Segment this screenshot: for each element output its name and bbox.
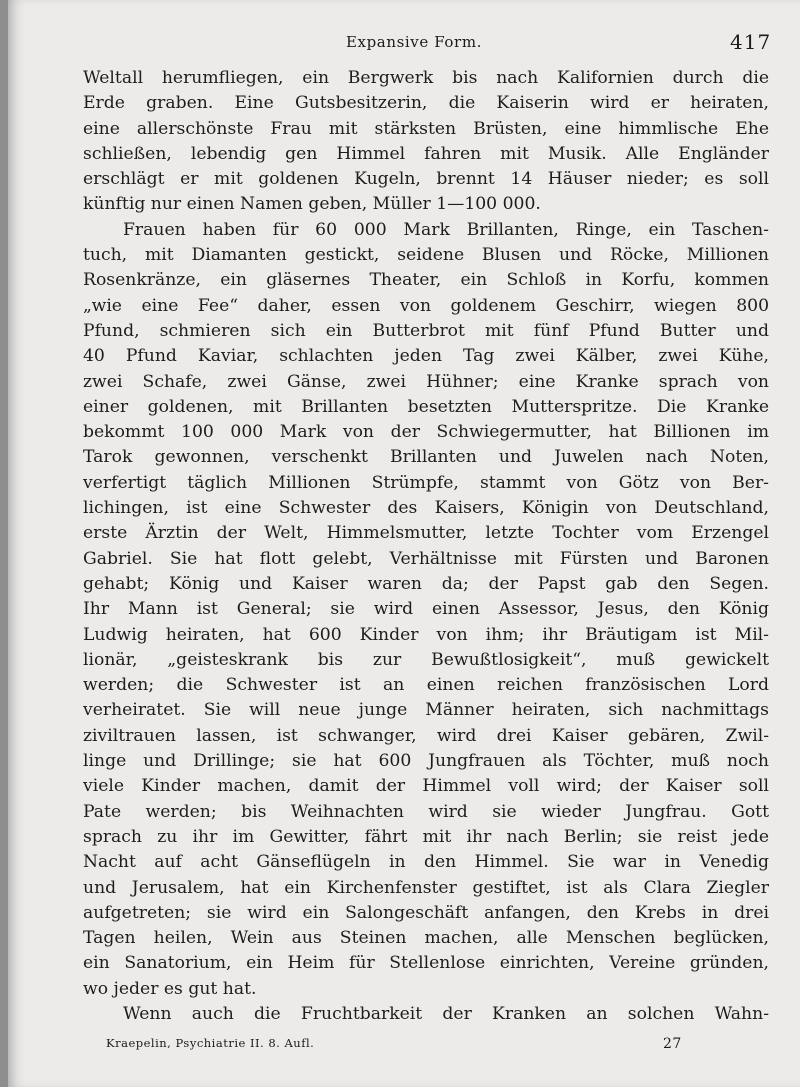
text-line: 40 Pfund Kaviar, schlachten jeden Tag zwei Kälber, zwei Kühe,: [83, 346, 769, 367]
text-line: tuch, mit Diamanten gestickt, seidene Blusen und Röcke, Millionen: [83, 245, 769, 266]
text-line: gehabt; König und Kaiser waren da; der Papst gab den Segen.: [83, 573, 769, 594]
text-line: einer goldenen, mit Brillanten besetzten Mutterspritze. Die Kranke: [83, 396, 769, 417]
header-title: Expansive Form.: [346, 33, 483, 51]
text-line: eine allerschönste Frau mit stärksten Brüsten, eine himmlische Ehe: [83, 118, 769, 139]
text-line: Pate werden; bis Weihnachten wird sie wieder Jungfrau. Gott: [83, 801, 769, 822]
page-number: 417: [730, 30, 772, 54]
text-line: linge und Drillinge; sie hat 600 Jungfrauen als Töchter, muß noch: [83, 751, 769, 772]
signature-footer: [106, 1036, 706, 1058]
text-line: ziviltrauen lassen, ist schwanger, wird drei Kaiser gebären, Zwil-: [83, 725, 769, 746]
text-line: Ihr Mann ist General; sie wird einen Assessor, Jesus, den König: [83, 599, 769, 620]
footer-citation: Kraepelin, Psychiatrie II. 8. Aufl.: [106, 1036, 315, 1050]
text-line: Erde graben. Eine Gutsbesitzerin, die Kaiserin wird er heiraten,: [83, 93, 769, 114]
text-line: sprach zu ihr im Gewitter, fährt mit ihr nach Berlin; sie reist jede: [83, 826, 769, 847]
text-line: Tarok gewonnen, verschenkt Brillanten und Juwelen nach Noten,: [83, 447, 769, 468]
text-line: bekommt 100 000 Mark von der Schwiegermutter, hat Billionen im: [83, 422, 769, 443]
text-line: lichingen, ist eine Schwester des Kaisers, Königin von Deutschland,: [83, 498, 769, 519]
signature-mark: 27: [663, 1036, 682, 1052]
running-header: [8, 30, 800, 56]
text-line: viele Kinder machen, damit der Himmel voll wird; der Kaiser soll: [83, 776, 769, 797]
text-line: zwei Schafe, zwei Gänse, zwei Hühner; eine Kranke sprach von: [83, 371, 769, 392]
book-page: [8, 0, 800, 1087]
text-line: verheiratet. Sie will neue junge Männer heiraten, sich nachmittags: [83, 700, 769, 721]
text-line: ein Sanatorium, ein Heim für Stellenlose einrichten, Vereine gründen,: [83, 953, 769, 974]
text-line: werden; die Schwester ist an einen reichen französischen Lord: [83, 675, 769, 696]
text-line: Weltall herumfliegen, ein Bergwerk bis nach Kalifornien durch die: [83, 68, 769, 88]
text-line: Pfund, schmieren sich ein Butterbrot mit fünf Pfund Butter und: [83, 320, 769, 341]
paragraph-start-line: Frauen haben für 60 000 Mark Brillanten, Ringe, ein Taschen-: [123, 219, 769, 240]
body-text: [83, 66, 769, 1027]
text-line: Nacht auf acht Gänseflügeln in den Himmel. Sie war in Venedig: [83, 852, 769, 873]
text-line: wo jeder es gut hat.: [83, 978, 257, 999]
text-line: Rosenkränze, ein gläsernes Theater, ein Schloß in Korfu, kommen: [83, 270, 769, 291]
text-line: schließen, lebendig gen Himmel fahren mit Musik. Alle Engländer: [83, 143, 769, 164]
text-line: künftig nur einen Namen geben, Müller 1—100 000.: [83, 194, 541, 215]
text-line: aufgetreten; sie wird ein Salongeschäft anfangen, den Krebs in drei: [83, 902, 769, 923]
text-line: lionär, „geisteskrank bis zur Bewußtlosigkeit“, muß gewickelt: [83, 649, 769, 670]
text-line: erschlägt er mit goldenen Kugeln, brennt 14 Häuser nieder; es soll: [83, 169, 769, 190]
text-line: Tagen heilen, Wein aus Steinen machen, alle Menschen beglücken,: [83, 928, 769, 949]
text-line: Gabriel. Sie hat flott gelebt, Verhältnisse mit Fürsten und Baronen: [83, 548, 769, 569]
text-line: und Jerusalem, hat ein Kirchenfenster gestiftet, ist als Clara Ziegler: [83, 877, 769, 898]
text-line: verfertigt täglich Millionen Strümpfe, stammt von Götz von Ber-: [83, 472, 769, 493]
text-line: „wie eine Fee“ daher, essen von goldenem Geschirr, wiegen 800: [83, 295, 769, 316]
paragraph-start-line: Wenn auch die Fruchtbarkeit der Kranken an solchen Wahn-: [123, 1003, 769, 1024]
text-line: Ludwig heiraten, hat 600 Kinder von ihm; ihr Bräutigam ist Mil-: [83, 624, 769, 645]
text-line: erste Ärztin der Welt, Himmelsmutter, letzte Tochter vom Erzengel: [83, 523, 769, 544]
